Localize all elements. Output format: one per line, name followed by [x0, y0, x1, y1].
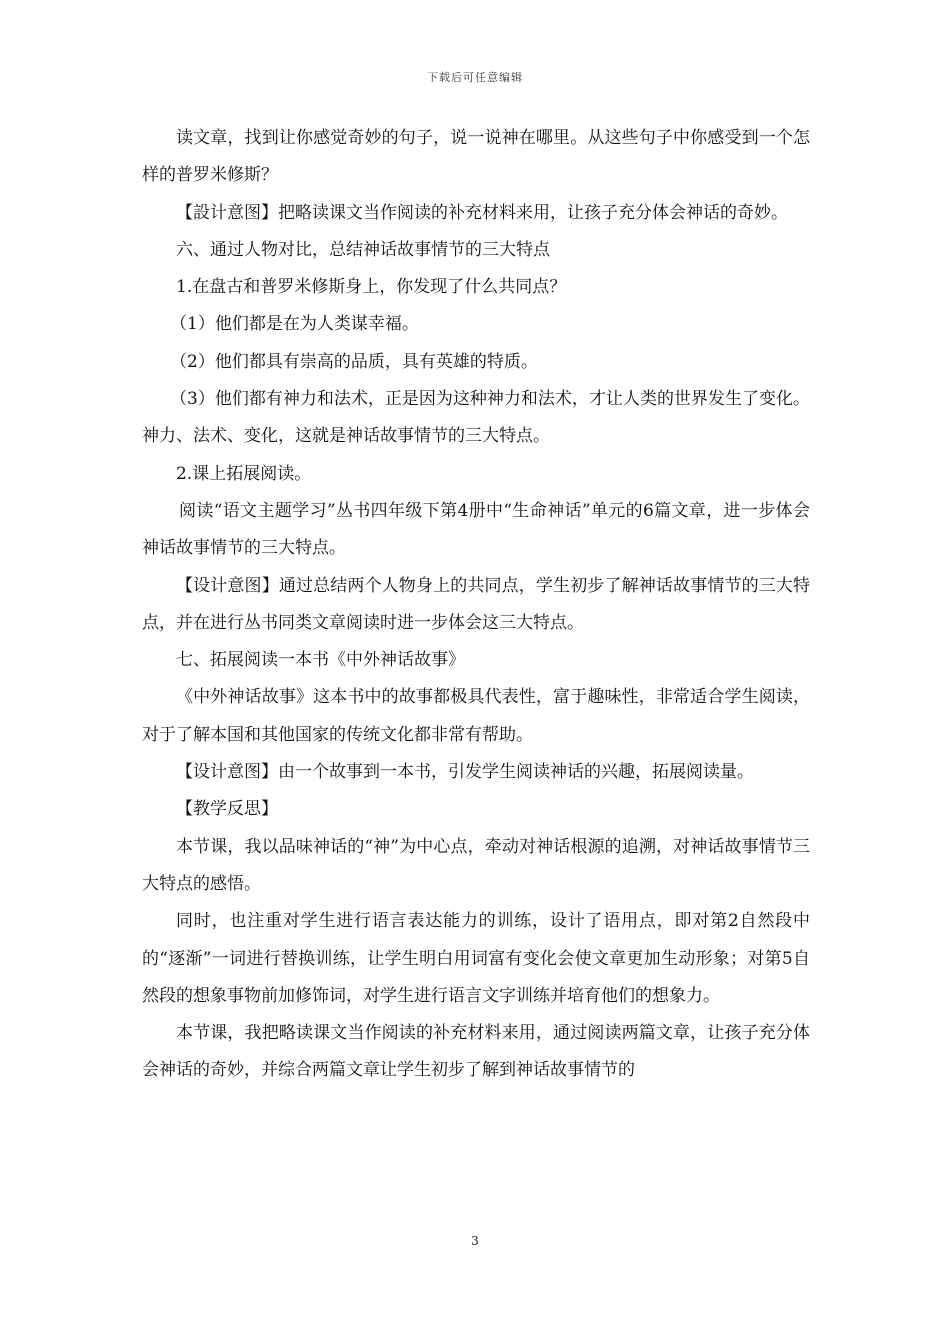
paragraph-reflection-2: 同时，也注重对学生进行语言表达能力的训练，设计了语用点，即对第2自然段中的“逐渐”一词进行替换训练，让学生明白用词富有变化会使文章更加生动形象；对第5自然段的想象事物前加修饰词，对学生进行语言文字训练并培育他们的想象力。	[142, 911, 810, 1006]
list-item-2: （2）他们都具有崇高的品质，具有英雄的特质。	[170, 351, 538, 372]
paragraph-design-intent-1: 【設计意图】把略读课文当作阅读的补充材料来用，让孩子充分体会神话的奇妙。	[176, 202, 788, 223]
section-heading-7: 七、拓展阅读一本书《中外神话故事》	[176, 650, 465, 671]
paragraph-reflection-3: 本节课，我把略读课文当作阅读的补充材料来用，通过阅读两篇文章，让孩子充分体会神话的奇妙，并综合两篇文章让学生初步了解到神话故事情节的	[142, 1023, 810, 1081]
list-item-3: （3）他们都有神力和法术，正是因为这种神力和法术，才让人类的世界发生了变化。神力、法术、变化，这就是神话故事情节的三大特点。	[142, 389, 810, 447]
document-body	[142, 120, 810, 1090]
paragraph-book: 《中外神话故事》这本书中的故事都极具代表性，富于趣味性，非常适合学生阅读，对于了解本国和其他国家的传统文化都非常有帮助。	[142, 687, 810, 745]
paragraph-design-intent-3: 【设计意图】由一个故事到一本书，引发学生阅读神话的兴趣，拓展阅读量。	[176, 762, 754, 783]
page-header: 下载后可任意编辑	[427, 71, 523, 84]
paragraph-question-2: 2.课上拓展阅读。	[176, 463, 312, 484]
paragraph-reading: 阅读“语文主题学习”丛书四年级下第4册中“生命神话”单元的6篇文章，进一步体会神话故事情节的三大特点。	[142, 500, 810, 559]
list-item-1: （1）他们都是在为人类谋幸福。	[170, 314, 419, 335]
paragraph-1: 读文章，找到让你感觉奇妙的句子，说一说神在哪里。从这些句子中你感受到一个怎样的普罗米修斯？	[142, 128, 810, 186]
paragraph-question-1: 1.在盘古和普罗米修斯身上，你发现了什么共同点？	[176, 277, 567, 298]
section-heading-reflection: 【教学反思】	[176, 799, 278, 820]
paragraph-design-intent-2: 【设计意图】通过总结两个人物身上的共同点，学生初步了解神话故事情节的三大特点，并在进行丛书同类文章阅读时进一步体会这三大特点。	[142, 575, 810, 633]
page-number: 3	[471, 1234, 479, 1248]
paragraph-reflection-1: 本节课，我以品味神话的“神”为中心点，牵动对神话根源的追溯，对神话故事情节三大特点的感悟。	[142, 836, 810, 894]
section-heading-6: 六、通过人物对比，总结神话故事情节的三大特点	[176, 239, 550, 260]
